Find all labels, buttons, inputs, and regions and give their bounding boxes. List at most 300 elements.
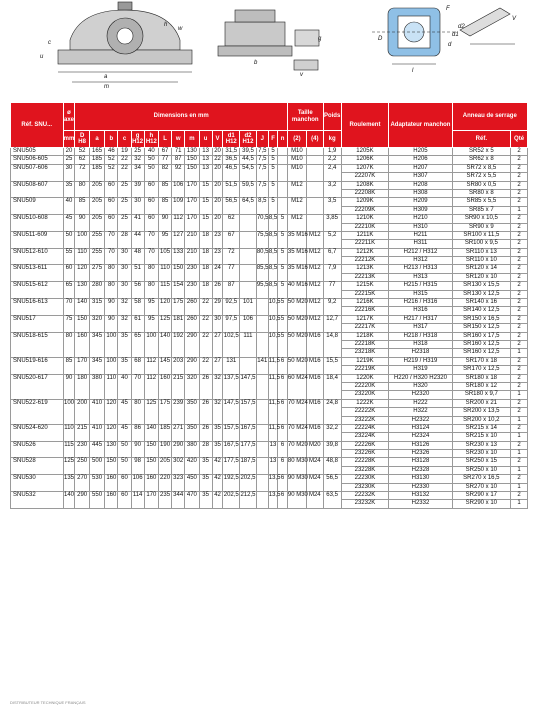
table-cell: 345: [89, 332, 105, 357]
table-cell: 90: [75, 215, 89, 232]
table-cell: 7,5: [256, 164, 268, 181]
table-cell: 70,5: [256, 215, 268, 232]
table-cell: 175: [172, 299, 185, 316]
subheader-cell: mm: [63, 131, 75, 148]
table-cell: 44: [131, 231, 144, 248]
table-cell: SR100 x 11,5: [452, 231, 511, 239]
table-cell: 25: [118, 198, 131, 215]
table-cell: 13: [268, 458, 278, 475]
table-cell: 26: [199, 424, 212, 441]
table-cell: 320: [89, 315, 105, 332]
table-cell: 50 M20: [287, 299, 306, 316]
table-cell: SNU530: [11, 475, 64, 492]
table-cell: 302: [172, 458, 185, 475]
table-cell: H217 / H317: [389, 315, 452, 323]
table-cell: SR170 x 18: [452, 357, 511, 365]
table-cell: M20: [306, 441, 323, 458]
table-cell: 22226K: [341, 441, 389, 449]
table-cell: 112: [144, 374, 158, 399]
table-cell: 31,5: [223, 148, 240, 156]
table-cell: SR85 x 5,5: [452, 198, 511, 206]
table-cell: 90: [105, 299, 118, 316]
table-cell: 202,5: [240, 475, 257, 492]
table-cell: 6: [278, 357, 288, 374]
table-cell: 40: [144, 148, 158, 156]
table-cell: 63,5: [323, 492, 341, 509]
table-cell: 32: [118, 315, 131, 332]
table-cell: SR180 x 18: [452, 374, 511, 382]
table-cell: 24,8: [323, 399, 341, 424]
table-cell: H209: [389, 198, 452, 206]
table-cell: 2: [511, 282, 528, 290]
table-cell: 255: [89, 231, 105, 248]
table-cell: 1213K: [341, 265, 389, 273]
table-cell: SR150 x 16,5: [452, 315, 511, 323]
table-cell: 1205K: [341, 148, 389, 156]
table-cell: 8,5: [268, 265, 278, 282]
front-view-drawing: [58, 2, 192, 82]
table-cell: 5: [278, 282, 288, 299]
table-cell: 250: [75, 458, 89, 475]
table-cell: 1: [511, 500, 528, 508]
table-cell: M16: [306, 374, 323, 399]
table-cell: 18: [199, 248, 212, 265]
table-cell: 80: [105, 282, 118, 299]
table-cell: 125: [158, 315, 171, 332]
table-cell: 77: [323, 282, 341, 299]
table-cell: SR270 x 16,5: [452, 475, 511, 483]
table-cell: SNU518-615: [11, 332, 64, 357]
table-cell: 185: [158, 424, 171, 441]
table-cell: 22220K: [341, 382, 389, 390]
table-cell: 50: [118, 441, 131, 458]
table-cell: H211: [389, 231, 452, 239]
table-cell: 13,5: [268, 475, 278, 492]
table-cell: 2: [511, 424, 528, 432]
table-cell: 45: [118, 424, 131, 441]
table-cell: 380: [185, 441, 199, 458]
table-cell: 23222K: [341, 416, 389, 424]
table-cell: H310: [389, 223, 452, 231]
table-cell: SR130 x 12,5: [452, 290, 511, 298]
table-cell: SR150 x 12,5: [452, 324, 511, 332]
table-cell: 202,5: [223, 492, 240, 509]
table-cell: 20: [63, 148, 75, 156]
table-cell: 271: [172, 424, 185, 441]
table-cell: 26: [199, 374, 212, 399]
header-axe: ø axe: [63, 103, 75, 131]
table-cell: 27: [212, 332, 223, 357]
table-cell: 160: [158, 374, 171, 399]
table-cell: 15: [199, 215, 212, 232]
table-cell: 25: [131, 148, 144, 156]
table-cell: 147,5: [240, 374, 257, 399]
table-cell: 18,4: [323, 374, 341, 399]
table-cell: 2,4: [323, 164, 341, 181]
table-cell: 22215K: [341, 290, 389, 298]
table-cell: 56,5: [223, 198, 240, 215]
table-row: [11, 475, 528, 483]
table-cell: H218 / H318: [389, 332, 452, 340]
table-cell: 22230K: [341, 475, 389, 483]
table-cell: [306, 148, 323, 156]
table-cell: [256, 441, 268, 458]
subheader-cell: d1 H12: [223, 131, 240, 148]
table-cell: 58: [131, 299, 144, 316]
table-cell: 75,5: [256, 231, 268, 248]
table-cell: 470: [185, 492, 199, 509]
label-a: a: [104, 74, 108, 80]
table-cell: 30: [118, 248, 131, 265]
table-cell: M10: [287, 164, 306, 181]
table-cell: 157,5: [240, 399, 257, 424]
table-cell: 35: [199, 475, 212, 492]
table-cell: 150: [172, 265, 185, 282]
table-cell: 230: [75, 441, 89, 458]
table-cell: [256, 424, 268, 441]
table-cell: SNU517: [11, 315, 64, 332]
subheader-cell: V: [212, 131, 223, 148]
subheader-cell: L: [158, 131, 171, 148]
table-cell: SNU509: [11, 198, 64, 215]
table-cell: 5: [268, 164, 278, 181]
table-cell: 8,5: [268, 215, 278, 232]
table-cell: 23224K: [341, 433, 389, 441]
table-cell: SNU507-606: [11, 164, 64, 181]
table-cell: SNU515-612: [11, 282, 64, 299]
table-cell: 42: [212, 492, 223, 509]
subheader-cell: b: [105, 131, 118, 148]
table-cell: 190: [158, 441, 171, 458]
table-cell: M12: [306, 315, 323, 332]
table-cell: 120: [105, 424, 118, 441]
table-cell: 22: [118, 164, 131, 181]
table-cell: SR72 x 8,5: [452, 164, 511, 172]
table-row: [11, 265, 528, 273]
table-cell: 23226K: [341, 450, 389, 458]
table-cell: 445: [89, 441, 105, 458]
table-cell: M12: [306, 265, 323, 282]
table-cell: 177,5: [240, 441, 257, 458]
table-row: [11, 231, 528, 239]
table-cell: 35: [212, 424, 223, 441]
table-cell: 60: [144, 215, 158, 232]
table-cell: 315: [89, 299, 105, 316]
table-cell: M12: [287, 198, 306, 215]
table-cell: 85: [63, 357, 75, 374]
table-cell: SR85 x 7: [452, 206, 511, 214]
table-cell: 60: [118, 475, 131, 492]
table-cell: 140: [75, 299, 89, 316]
table-cell: 52: [105, 164, 118, 181]
table-cell: 140: [144, 424, 158, 441]
table-cell: 35: [212, 441, 223, 458]
table-cell: 150: [144, 458, 158, 475]
table-cell: 62: [75, 156, 89, 164]
table-cell: 140: [63, 492, 75, 509]
table-cell: M12: [287, 215, 306, 232]
table-cell: SNU505: [11, 148, 64, 156]
table-cell: SNU513-611: [11, 265, 64, 282]
table-cell: 24: [212, 265, 223, 282]
table-cell: SR230 x 10: [452, 450, 511, 458]
table-cell: SR170 x 12,5: [452, 366, 511, 374]
subheader-cell: J: [256, 131, 268, 148]
table-cell: 22: [199, 357, 212, 374]
table-cell: 70: [105, 231, 118, 248]
table-cell: 212,5: [240, 492, 257, 509]
table-cell: 30: [118, 265, 131, 282]
table-cell: 22212K: [341, 257, 389, 265]
label-c: c: [48, 40, 51, 46]
table-cell: [256, 315, 268, 332]
table-cell: 86: [131, 424, 144, 441]
table-cell: H205: [389, 148, 452, 156]
table-cell: 320: [185, 374, 199, 399]
table-cell: 22219K: [341, 366, 389, 374]
table-cell: 530: [89, 475, 105, 492]
table-cell: 3,85: [323, 215, 341, 232]
table-cell: 50 M20: [287, 315, 306, 332]
table-cell: SR80 x 8: [452, 189, 511, 197]
table-cell: SR90 x 9: [452, 223, 511, 231]
table-cell: 22: [199, 332, 212, 357]
table-cell: 1: [511, 391, 528, 399]
table-cell: 141: [256, 357, 268, 374]
table-cell: 8,5: [268, 248, 278, 265]
table-cell: 27: [212, 357, 223, 374]
table-cell: SR140 x 12,5: [452, 307, 511, 315]
table-cell: [278, 198, 288, 215]
table-cell: 30: [63, 164, 75, 181]
table-cell: 60: [144, 198, 158, 215]
table-cell: 290: [75, 492, 89, 509]
table-cell: SR250 x 10: [452, 466, 511, 474]
table-cell: 22210K: [341, 223, 389, 231]
table-cell: 114: [131, 492, 144, 509]
table-cell: 205: [89, 215, 105, 232]
table-cell: 59,5: [240, 181, 257, 198]
table-cell: 2: [511, 240, 528, 248]
table-cell: 5: [278, 332, 288, 357]
table-cell: 167,5: [240, 424, 257, 441]
table-cell: SNU510-608: [11, 215, 64, 232]
table-cell: H219 / H319: [389, 357, 452, 365]
table-cell: 220: [158, 475, 171, 492]
table-cell: 90 M30: [287, 492, 306, 509]
label-d: d: [448, 42, 452, 48]
table-cell: SR120 x 14: [452, 265, 511, 273]
table-cell: 13: [199, 164, 212, 181]
subheader-cell: n: [278, 131, 288, 148]
table-cell: 345: [89, 357, 105, 374]
table-cell: SR290 x 10: [452, 500, 511, 508]
table-row: [11, 374, 528, 382]
table-cell: 32,2: [323, 424, 341, 441]
table-cell: 2: [511, 324, 528, 332]
table-cell: SR100 x 9,5: [452, 240, 511, 248]
table-cell: 22: [118, 156, 131, 164]
label-h: h: [164, 22, 168, 28]
table-cell: 45: [118, 399, 131, 424]
table-cell: 85: [158, 181, 171, 198]
table-cell: H320: [389, 382, 452, 390]
table-cell: H2320: [389, 391, 452, 399]
table-cell: 39,5: [240, 148, 257, 156]
table-cell: 22213K: [341, 273, 389, 281]
table-cell: 200: [75, 399, 89, 424]
table-cell: 70: [144, 248, 158, 265]
header-roulement: Roulement: [341, 103, 389, 148]
table-cell: 1: [511, 206, 528, 214]
table-cell: 410: [89, 399, 105, 424]
table-cell: 125: [144, 399, 158, 424]
table-cell: 185: [89, 164, 105, 181]
table-cell: 145: [158, 357, 171, 374]
table-cell: 19: [118, 148, 131, 156]
table-cell: 1207K: [341, 164, 389, 172]
table-cell: 175: [158, 399, 171, 424]
table-cell: SR200 x 21: [452, 399, 511, 407]
table-cell: 1222K: [341, 399, 389, 407]
table-cell: SR72 x 5,5: [452, 173, 511, 181]
table-cell: 68: [131, 357, 144, 374]
label-v: v: [300, 72, 303, 78]
table-cell: 28: [118, 231, 131, 248]
table-row: [11, 441, 528, 449]
table-cell: H2324: [389, 433, 452, 441]
table-cell: 150: [185, 156, 199, 164]
table-cell: 6: [278, 492, 288, 509]
table-cell: 87: [172, 156, 185, 164]
table-cell: 110: [63, 424, 75, 441]
table-cell: 239: [172, 399, 185, 424]
table-cell: 95: [144, 315, 158, 332]
table-cell: 120: [105, 399, 118, 424]
label-g: g: [318, 36, 322, 42]
table-cell: 22: [199, 315, 212, 332]
table-cell: 70: [144, 231, 158, 248]
subheader-cell: d2 H12: [240, 131, 257, 148]
table-cell: 290: [185, 332, 199, 357]
table-cell: 35 M16: [287, 248, 306, 265]
table-cell: 67: [158, 148, 171, 156]
table-cell: 35 M16: [287, 265, 306, 282]
table-cell: 50 M20: [287, 332, 306, 357]
table-cell: 34: [131, 164, 144, 181]
header-adaptateur: Adaptateur manchon: [389, 103, 452, 148]
table-cell: H3132: [389, 492, 452, 500]
table-cell: 177,5: [223, 458, 240, 475]
table-cell: 2: [511, 265, 528, 273]
table-cell: H210: [389, 215, 452, 223]
table-cell: 6: [278, 441, 288, 458]
table-cell: 60 M24: [287, 374, 306, 399]
table-row: [11, 198, 528, 206]
table-cell: 120: [158, 299, 171, 316]
table-cell: 25: [118, 215, 131, 232]
table-cell: H2326: [389, 450, 452, 458]
table-row: [11, 332, 528, 340]
table-cell: 22207K: [341, 173, 389, 181]
table-cell: 39,8: [323, 441, 341, 458]
label-d1: d1: [452, 32, 459, 38]
table-cell: 2: [511, 148, 528, 156]
table-cell: 2: [511, 273, 528, 281]
table-cell: 2: [511, 189, 528, 197]
table-cell: 270: [75, 475, 89, 492]
table-cell: 50: [144, 164, 158, 181]
table-cell: 50: [63, 231, 75, 248]
subheader-cell: c: [118, 131, 131, 148]
table-cell: 100: [63, 399, 75, 424]
subheader-cell: Réf.: [452, 131, 511, 148]
table-cell: 2: [511, 441, 528, 449]
table-cell: 60: [144, 181, 158, 198]
table-cell: SNU526: [11, 441, 64, 458]
table-cell: SR180 x 9,7: [452, 391, 511, 399]
table-row: [11, 156, 528, 164]
table-row: [11, 299, 528, 307]
table-cell: 1: [511, 433, 528, 441]
table-cell: 2: [511, 492, 528, 500]
table-cell: H318: [389, 340, 452, 348]
table-cell: 8,5: [256, 198, 268, 215]
table-cell: SNU506-605: [11, 156, 64, 164]
table-cell: 7,9: [323, 265, 341, 282]
table-cell: 290: [185, 357, 199, 374]
table-cell: SR230 x 13: [452, 441, 511, 449]
table-cell: 350: [185, 424, 199, 441]
table-cell: 115: [158, 282, 171, 299]
table-row: [11, 424, 528, 432]
table-cell: 1208K: [341, 181, 389, 189]
subheader-cell: (4): [306, 131, 323, 148]
table-cell: 23230K: [341, 483, 389, 491]
table-cell: 40 M16: [287, 282, 306, 299]
table-cell: 205: [158, 458, 171, 475]
table-cell: 450: [185, 475, 199, 492]
table-cell: 380: [89, 374, 105, 399]
table-cell: 1220K: [341, 374, 389, 382]
table-cell: 20: [212, 181, 223, 198]
table-cell: 11,5: [268, 399, 278, 424]
table-cell: H309: [389, 206, 452, 214]
table-cell: 10,5: [268, 315, 278, 332]
table-cell: 5: [268, 148, 278, 156]
table-cell: [278, 148, 288, 156]
table-cell: 10,5: [268, 299, 278, 316]
table-cell: 1: [511, 349, 528, 357]
table-cell: 230: [185, 265, 199, 282]
table-row: [11, 248, 528, 256]
table-cell: M12: [306, 248, 323, 265]
table-cell: M16: [306, 332, 323, 357]
table-cell: 77: [158, 156, 171, 164]
table-cell: 2,2: [323, 156, 341, 164]
table-cell: 51,5: [223, 181, 240, 198]
table-cell: 50: [144, 156, 158, 164]
table-cell: H319: [389, 366, 452, 374]
table-cell: M24: [306, 475, 323, 492]
table-cell: 147,5: [223, 399, 240, 424]
table-cell: [278, 181, 288, 198]
subheader-cell: u: [199, 131, 212, 148]
table-cell: 82: [158, 164, 171, 181]
table-cell: 192: [172, 332, 185, 357]
table-cell: 230: [185, 282, 199, 299]
table-cell: 71: [172, 148, 185, 156]
